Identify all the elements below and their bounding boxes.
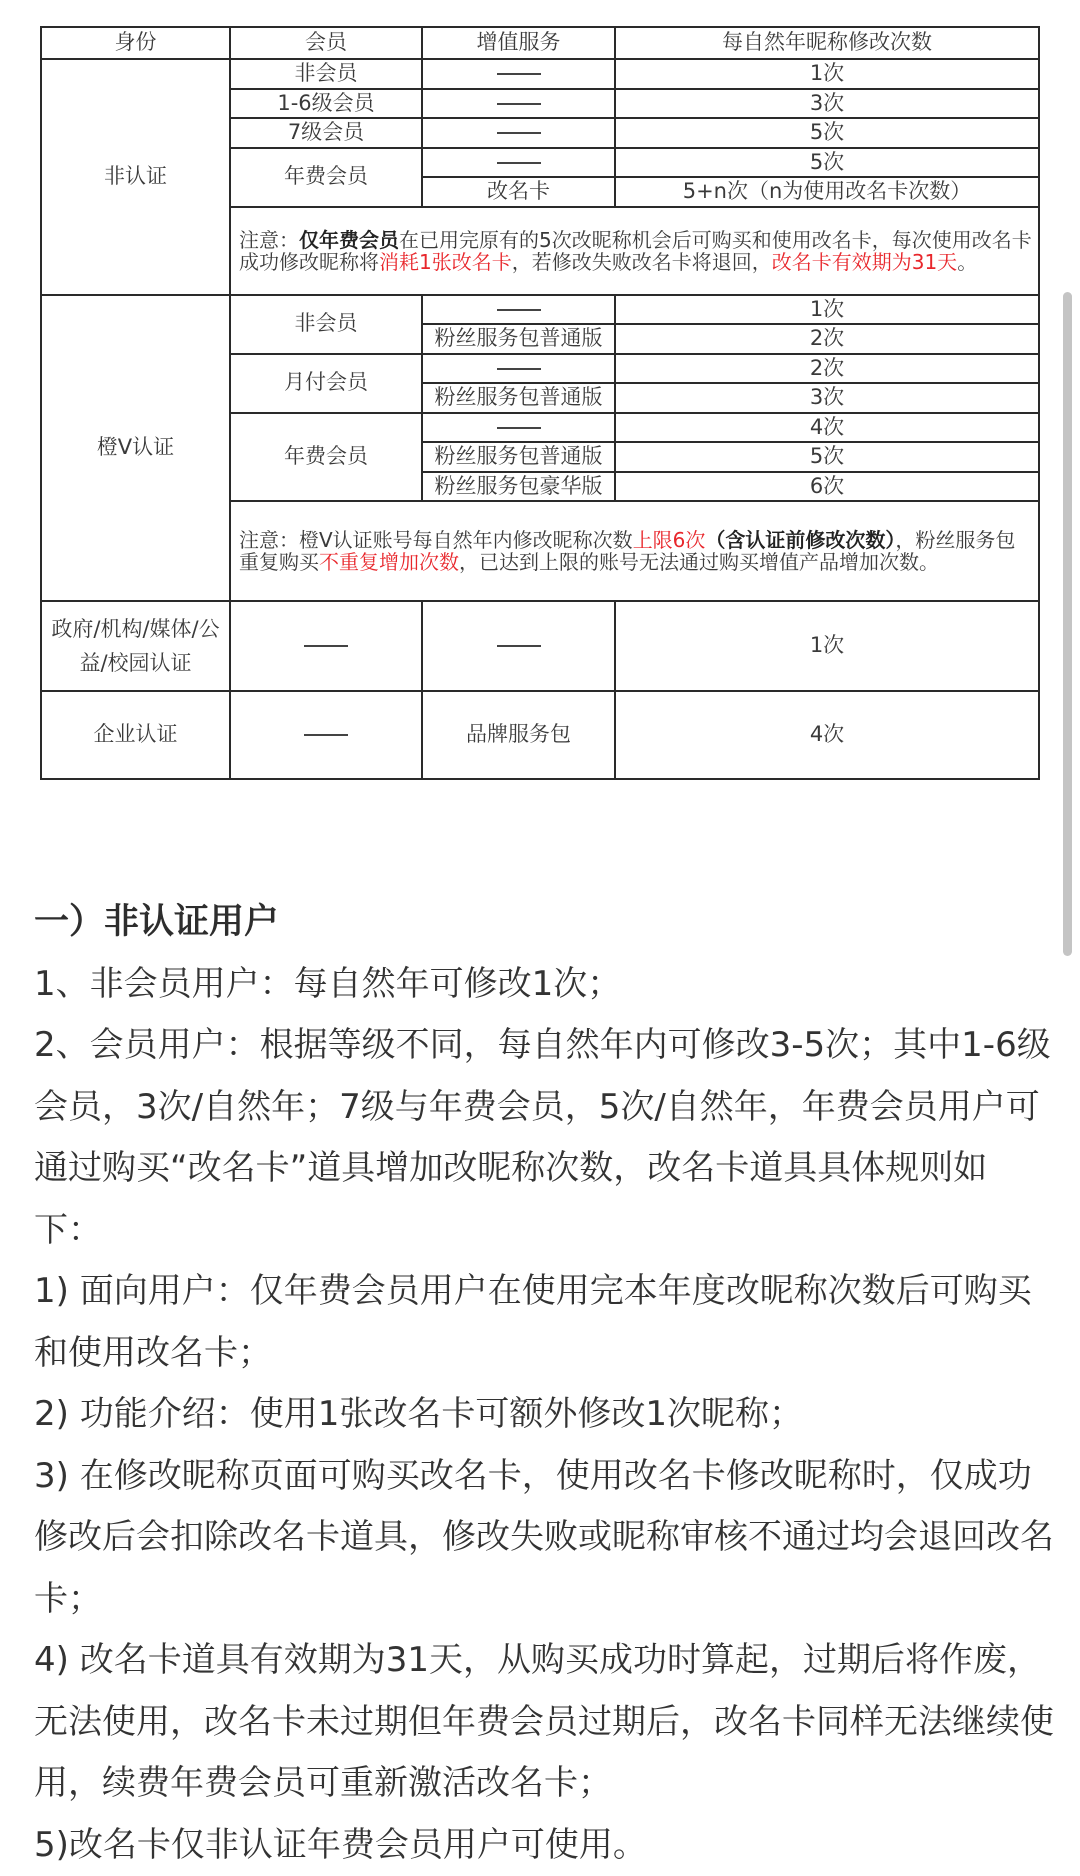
identity-enterprise: 企业认证 (41, 691, 230, 779)
paragraph: 2) 功能介绍：使用1张改名卡可额外修改1次昵称； (34, 1384, 1054, 1446)
dash-icon (497, 645, 541, 647)
count-cell: 1次 (615, 295, 1039, 325)
service-cell: 改名卡 (422, 177, 615, 207)
service-cell (422, 89, 615, 119)
header-member: 会员 (230, 27, 422, 59)
dash-icon (304, 734, 348, 736)
article-body (34, 892, 1054, 1876)
member-cell: 非会员 (230, 59, 422, 89)
service-cell (422, 601, 615, 691)
service-cell (422, 59, 615, 89)
dash-icon (497, 162, 541, 164)
dash-icon (497, 427, 541, 429)
paragraph: 4) 改名卡道具有效期为31天，从购买成功时算起，过期后将作废，无法使用，改名卡未过期但年费会员过期后，改名卡同样无法继续使用，续费年费会员可重新激活改名卡； (34, 1630, 1054, 1815)
service-cell (422, 413, 615, 443)
header-identity: 身份 (41, 27, 230, 59)
table-row (41, 295, 1039, 325)
member-cell (230, 691, 422, 779)
table-row (41, 691, 1039, 779)
count-cell: 1次 (615, 59, 1039, 89)
count-cell: 2次 (615, 324, 1039, 354)
count-cell: 5次 (615, 148, 1039, 178)
dash-icon (497, 132, 541, 134)
member-cell: 年费会员 (230, 148, 422, 207)
paragraph: 5)改名卡仅非认证年费会员用户可使用。 (34, 1815, 1054, 1876)
count-cell: 3次 (615, 383, 1039, 413)
member-cell: 年费会员 (230, 413, 422, 502)
service-cell: 粉丝服务包普通版 (422, 442, 615, 472)
member-cell (230, 601, 422, 691)
dash-icon (497, 103, 541, 105)
table-header-row (41, 27, 1039, 59)
count-cell: 6次 (615, 472, 1039, 502)
member-cell: 非会员 (230, 295, 422, 354)
service-cell (422, 295, 615, 325)
member-cell: 月付会员 (230, 354, 422, 413)
paragraph: 2、会员用户：根据等级不同，每自然年内可修改3-5次；其中1-6级会员，3次/自然年；7级与年费会员，5次/自然年，年费会员用户可通过购买“改名卡”道具增加改昵称次数，改名卡道具具体规则如下： (34, 1015, 1054, 1261)
service-cell (422, 118, 615, 148)
count-cell: 3次 (615, 89, 1039, 119)
service-cell: 粉丝服务包豪华版 (422, 472, 615, 502)
count-cell: 4次 (615, 413, 1039, 443)
header-service: 增值服务 (422, 27, 615, 59)
section-heading: 一）非认证用户 (34, 892, 1054, 954)
service-cell (422, 354, 615, 384)
dash-icon (304, 645, 348, 647)
orangev-note: 注意：橙V认证账号每自然年内修改昵称次数上限6次（含认证前修改次数），粉丝服务包重复购买不重复增加次数，已达到上限的账号无法通过购买增值产品增加次数。 (230, 501, 1039, 601)
service-cell: 品牌服务包 (422, 691, 615, 779)
table-row (41, 59, 1039, 89)
table-row (41, 601, 1039, 691)
dash-icon (497, 368, 541, 370)
identity-noncert: 非认证 (41, 59, 230, 295)
identity-orangev: 橙V认证 (41, 295, 230, 602)
count-cell: 4次 (615, 691, 1039, 779)
paragraph: 1、非会员用户：每自然年可修改1次； (34, 954, 1054, 1016)
count-cell: 5+n次（n为使用改名卡次数） (615, 177, 1039, 207)
noncert-note: 注意：仅年费会员在已用完原有的5次改昵称机会后可购买和使用改名卡，每次使用改名卡成功修改昵称将消耗1张改名卡，若修改失败改名卡将退回，改名卡有效期为31天。 (230, 207, 1039, 295)
scrollbar-thumb[interactable] (1063, 292, 1072, 956)
service-cell: 粉丝服务包普通版 (422, 383, 615, 413)
member-cell: 7级会员 (230, 118, 422, 148)
identity-gov: 政府/机构/媒体/公益/校园认证 (41, 601, 230, 691)
member-cell: 1-6级会员 (230, 89, 422, 119)
count-cell: 1次 (615, 601, 1039, 691)
count-cell: 5次 (615, 442, 1039, 472)
paragraph: 3) 在修改昵称页面可购买改名卡，使用改名卡修改昵称时，仅成功修改后会扣除改名卡道具，修改失败或昵称审核不通过均会退回改名卡； (34, 1446, 1054, 1631)
dash-icon (497, 309, 541, 311)
header-count: 每自然年昵称修改次数 (615, 27, 1039, 59)
count-cell: 2次 (615, 354, 1039, 384)
nickname-rules-table (40, 26, 1040, 780)
paragraph: 1) 面向用户：仅年费会员用户在使用完本年度改昵称次数后可购买和使用改名卡； (34, 1261, 1054, 1384)
count-cell: 5次 (615, 118, 1039, 148)
service-cell: 粉丝服务包普通版 (422, 324, 615, 354)
service-cell (422, 148, 615, 178)
dash-icon (497, 73, 541, 75)
